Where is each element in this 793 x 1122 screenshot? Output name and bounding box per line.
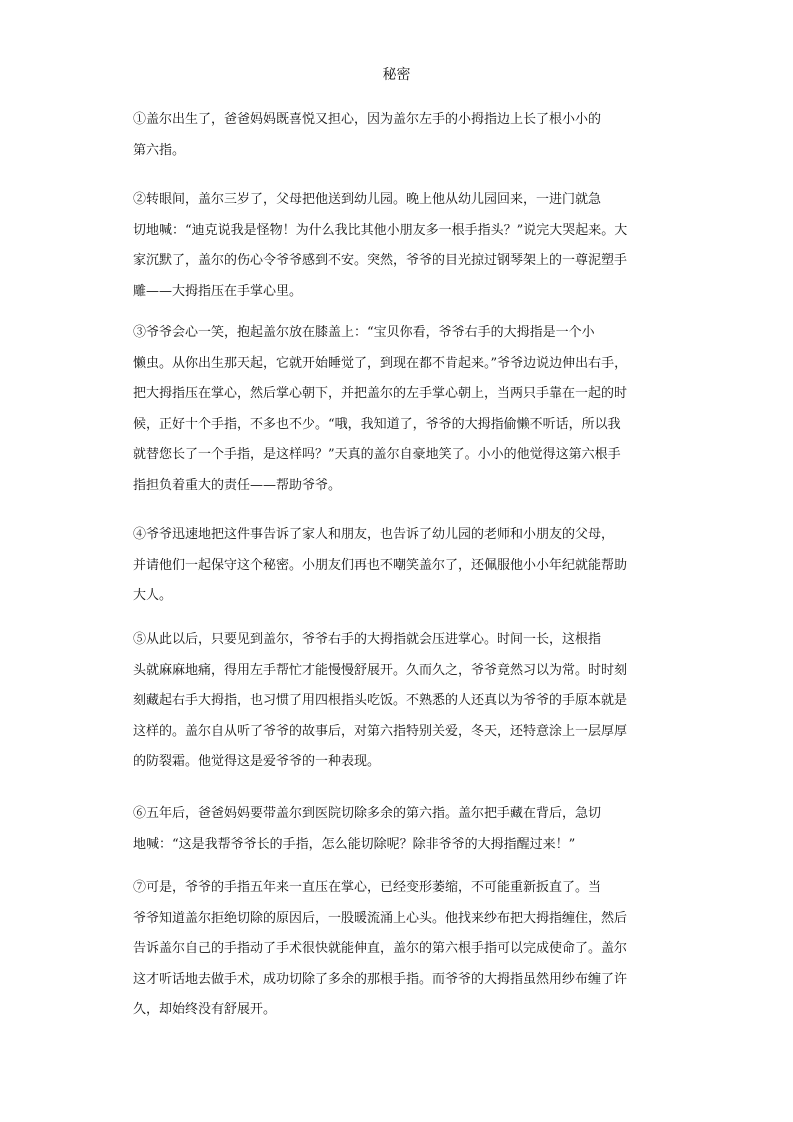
paragraph-5	[133, 625, 673, 778]
text-line: 并请他们一起保守这个秘密。小朋友们再也不嘲笑盖尔了，还佩服他小小年纪就能帮助	[133, 557, 628, 573]
text-line: 大人。	[133, 588, 173, 603]
text-line: 久，却始终没有舒展开。	[133, 1002, 277, 1017]
text-line: 这样的。盖尔自从听了爷爷的故事后，对第六指特别关爱，冬天，还特意涂上一层厚厚	[133, 723, 628, 739]
text-line: 的防裂霜。他觉得这是爱爷爷的一种表现。	[133, 754, 381, 769]
text-line: 这才听话地去做手术，成功切除了多余的那根手指。而爷爷的大拇指虽然用纱布缠了许	[133, 971, 628, 987]
text-line: 刻藏起右手大拇指，也习惯了用四根指头吃饭。不熟悉的人还真以为爷爷的手原本就是	[133, 693, 628, 708]
text-line: 就替您长了一个手指，是这样吗？”天真的盖尔自豪地笑了。小小的他觉得这第六根手	[133, 447, 621, 462]
text-line: ③爷爷会心一笑，抱起盖尔放在膝盖上：“宝贝你看，爷爷右手的大拇指是一个小	[133, 325, 595, 340]
text-line: ①盖尔出生了，爸爸妈妈既喜悦又担心，因为盖尔左手的小拇指边上长了根小小的	[133, 112, 602, 127]
text-line: ②转眼间，盖尔三岁了，父母把他送到幼儿园。晚上他从幼儿园回来，一进门就急	[133, 192, 602, 207]
paragraph-6	[133, 799, 673, 860]
paragraph-4	[133, 520, 673, 612]
paragraph-2	[133, 185, 673, 307]
text-line: 雕——大拇指压在手掌心里。	[133, 283, 303, 299]
text-line: 懒虫。从你出生那天起，它就开始睡觉了，到现在都不肯起来。”爷爷边说边伸出右手，	[133, 355, 628, 371]
text-line: 爷爷知道盖尔拒绝切除的原因后，一股暖流涌上心头。他找来纱布把大拇指缠住，然后	[133, 910, 628, 926]
paragraph-7	[133, 873, 673, 1026]
text-line: 第六指。	[133, 142, 186, 158]
text-line: ④爷爷迅速地把这件事告诉了家人和朋友，也告诉了幼儿园的老师和小朋友的父母，	[133, 527, 615, 542]
text-line: 家沉默了，盖尔的伤心令爷爷感到不安。突然，爷爷的目光掠过钢琴架上的一尊泥塑手	[133, 253, 628, 268]
paragraph-1	[133, 105, 673, 166]
text-line: 地喊：“这是我帮爷爷长的手指，怎么能切除呢？除非爷爷的大拇指醒过来！”	[133, 836, 576, 852]
text-line: ⑥五年后，爸爸妈妈要带盖尔到医院切除多余的第六指。盖尔把手藏在背后，急切	[133, 806, 602, 821]
text-line: 切地喊：“迪克说我是怪物！为什么我比其他小朋友多一根手指头？”说完大哭起来。大	[133, 222, 628, 238]
text-line: ⑦可是，爷爷的手指五年来一直压在掌心，已经变形萎缩，不可能重新扳直了。当	[133, 880, 602, 895]
paragraph-3	[133, 318, 673, 501]
text-line: 把大拇指压在掌心，然后掌心朝下，并把盖尔的左手掌心朝上，当两只手靠在一起的时	[133, 386, 628, 401]
text-line: ⑤从此以后，只要见到盖尔，爷爷右手的大拇指就会压进掌心。时间一长，这根指	[133, 632, 602, 647]
text-line: 告诉盖尔自己的手指动了手术很快就能伸直，盖尔的第六根手指可以完成使命了。盖尔	[133, 941, 628, 956]
text-line: 头就麻麻地痛，得用左手帮忙才能慢慢舒展开。久而久之，爷爷竟然习以为常。时时刻	[133, 662, 628, 678]
document-title: 秘密	[382, 67, 411, 83]
text-line: 候，正好十个手指，不多也不少。“哦，我知道了，爷爷的大拇指偷懒不听话，所以我	[133, 416, 621, 432]
text-line: 指担负着重大的责任——帮助爷爷。	[133, 477, 342, 493]
